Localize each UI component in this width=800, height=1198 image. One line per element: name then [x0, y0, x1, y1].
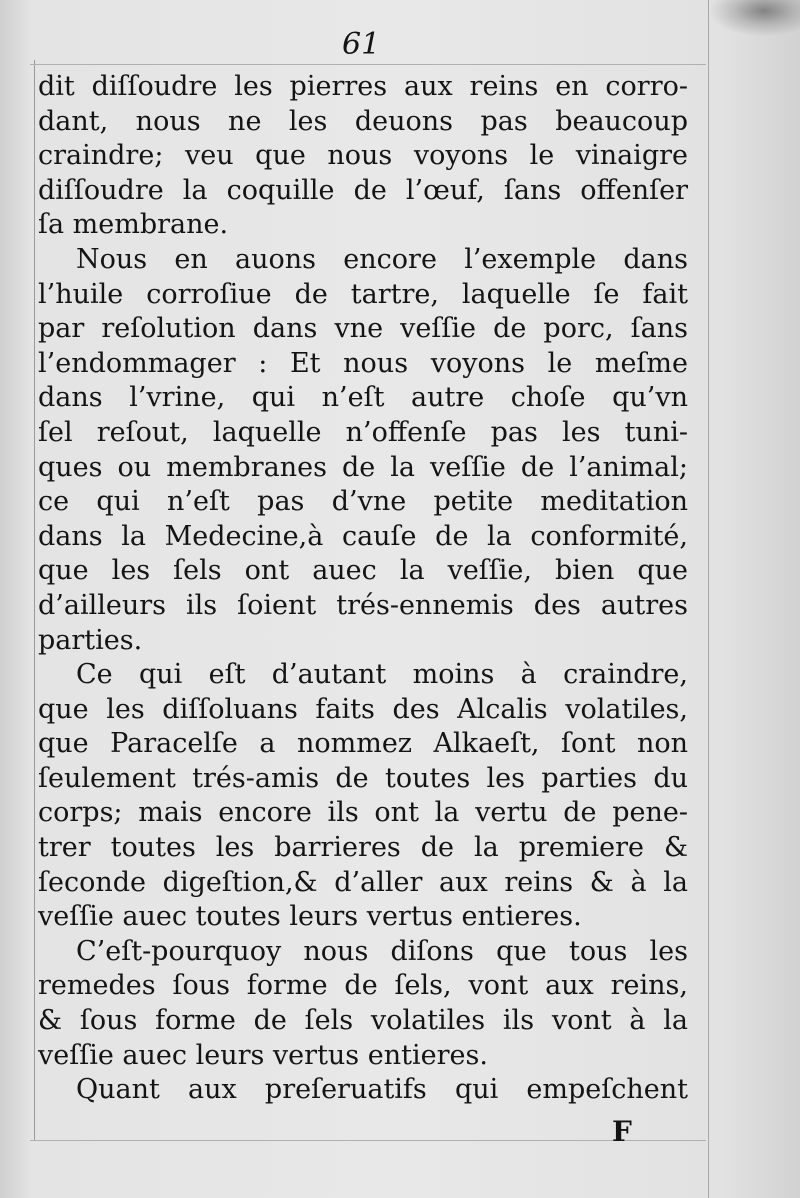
text-line: Nous en auons encore l’exemple dans: [76, 243, 688, 275]
text-line: & ſous forme de ſels volatiles ils vont à la: [38, 1005, 688, 1037]
text-line: Quant aux preſeruatifs qui empeſchent: [76, 1074, 688, 1106]
page-number: 61: [342, 27, 381, 62]
text-line: dit diſſoudre les pierres aux reins en corro-: [38, 71, 688, 102]
text-line: que les ſels ont auec la veſſie, bien que: [38, 555, 688, 587]
text-line: que Paracelſe a nommez Alkaeſt, ſont non: [38, 728, 688, 760]
text-line: ſel reſout, laquelle n’offenſe pas les tuni-: [38, 416, 688, 448]
signature-mark: F: [612, 1115, 632, 1148]
text-line: C’eſt-pourquoy nous diſons que tous les: [76, 935, 688, 967]
text-line: Ce qui eſt d’autant moins à craindre,: [76, 659, 688, 691]
text-line: par reſolution dans vne veſſie de porc, ſans: [38, 313, 688, 345]
text-line: l’endommager : Et nous voyons le meſme: [38, 347, 688, 379]
body-text: [38, 70, 688, 1108]
text-line: dans l’vrine, qui n’eſt autre choſe qu’vn: [38, 382, 688, 414]
text-line: veſſie auec leurs vertus entieres.: [38, 1039, 488, 1071]
text-line: parties.: [38, 624, 143, 656]
bottom-rule: [30, 1140, 706, 1141]
text-line: diſſoudre la coquille de l’œuf, ſans offenſer: [38, 174, 688, 206]
text-line: remedes ſous forme de ſels, vont aux reins,: [38, 970, 688, 1002]
text-line: ſeulement trés-amis de toutes les parties du: [38, 762, 688, 794]
text-line: l’huile corroſiue de tartre, laquelle ſe fait: [38, 278, 688, 310]
text-line: trer toutes les barrieres de la premiere &: [38, 832, 688, 864]
top-rule: [30, 64, 706, 65]
ink-smudge: [710, 0, 800, 36]
text-line: ques ou membranes de la veſſie de l’animal;: [38, 451, 688, 483]
text-line: d’ailleurs ils ſoient trés-ennemis des autres: [38, 589, 688, 621]
text-line: dant, nous ne les deuons pas beaucoup: [38, 105, 688, 137]
text-line: ſa membrane.: [38, 209, 229, 241]
text-line: veſſie auec toutes leurs vertus entieres.: [38, 901, 582, 933]
text-line: corps; mais encore ils ont la vertu de pene-: [38, 797, 688, 829]
text-line: ſeconde digeſtion,& d’aller aux reins & à la: [38, 866, 688, 898]
text-line: ce qui n’eſt pas d’vne petite meditation: [38, 486, 688, 518]
right-margin-rule: [708, 0, 709, 1198]
text-line: que les diſſoluans faits des Alcalis volatiles,: [38, 693, 688, 725]
left-margin-rule: [34, 60, 35, 1140]
text-line: dans la Medecine,à cauſe de la conformité,: [38, 520, 688, 552]
text-line: craindre; veu que nous voyons le vinaigre: [38, 140, 688, 172]
